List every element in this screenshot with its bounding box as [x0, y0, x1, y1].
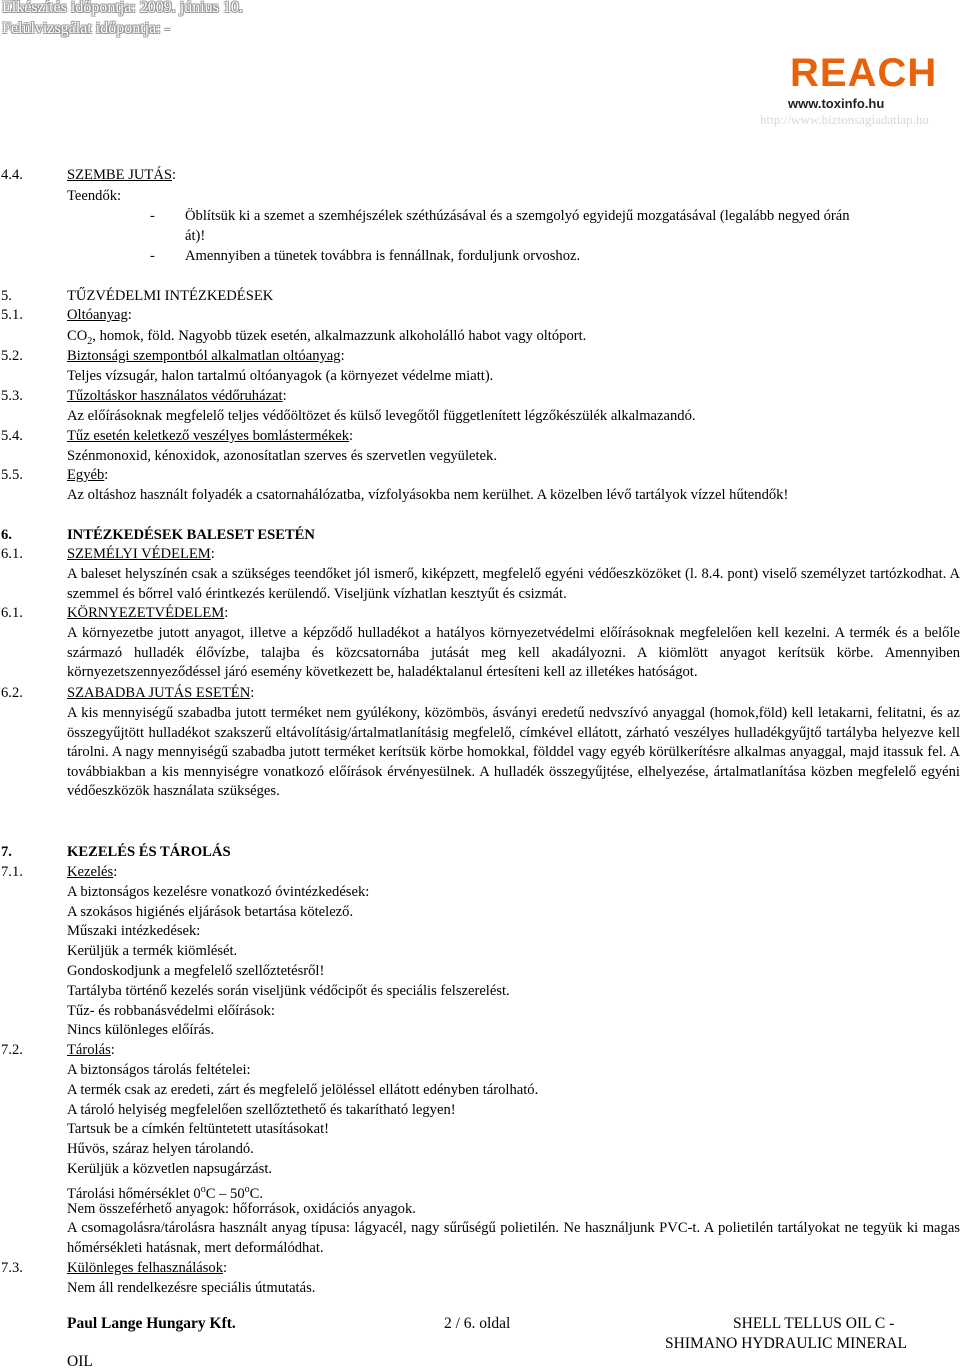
text-line: Tartályba történő kezelés során viseljünk védőcipőt és speciális felszerelést. [67, 983, 510, 999]
text-line: Tartsuk be a címkén feltüntetett utasításokat! [67, 1121, 329, 1137]
paragraph: A kis mennyiségű szabadba jutott terméket nem gyúlékony, közömbös, ásványi eredetű nedvszívó anyaggal (homok,föld) kell letakarni, felitatni, és az összegyűjtött hulladékot szakszerű eltávolításig/ártalmatlanításig megfelelő, címkével ellátott, zárható veszélyes hulladékgyűjtő tartályba helyezve kell tárolni. A nagy mennyiségű szabadba jutott terméket kerítsük körbe homokkal, földdel vagy egyéb körülkerítésre alkalmas anyaggal, majd itassuk fel. A továbbiakban a kis mennyiségre vonatkozó előírások érvényesülnek. A hulladék összegyűjtése, elhelyezése, ártalmatlanítása közben megfelelő egyéni védőeszközök használata szükséges. [67, 705, 960, 799]
section-number: 7.2. [1, 1042, 23, 1058]
subsection-title: Kezelés: [67, 864, 118, 880]
section-number: 5.5. [1, 467, 23, 483]
list-dash: - [150, 208, 155, 224]
text-line: A biztonságos tárolás feltételei: [67, 1062, 251, 1078]
text-line: A szokásos higiénés eljárások betartása kötelező. [67, 904, 354, 920]
subsection-title: KÖRNYEZETVÉDELEM: [67, 605, 229, 621]
footer-product: OIL [67, 1353, 93, 1370]
text-line: Műszaki intézkedések: [67, 923, 201, 939]
subsection-title: Oltóanyag: [67, 307, 132, 323]
section-number: 7.3. [1, 1260, 23, 1276]
section-heading: INTÉZKEDÉSEK BALESET ESETÉN [67, 527, 315, 543]
list-item-continuation: át)! [185, 228, 206, 244]
text-line: Nincs különleges előírás. [67, 1022, 215, 1038]
text-line: Kerüljük a közvetlen napsugárzást. [67, 1161, 273, 1177]
paragraph: Teljes vízsugár, halon tartalmú oltóanyagok (a környezet védelme miatt). [67, 368, 494, 384]
footer-product: SHELL TELLUS OIL C - [733, 1315, 895, 1332]
text-line: A biztonságos kezelésre vonatkozó óvintézkedések: [67, 884, 370, 900]
footer-product: SHIMANO HYDRAULIC MINERAL [665, 1335, 907, 1352]
list-dash: - [150, 248, 155, 264]
section-number: 6. [1, 527, 12, 543]
paragraph: Az előírásoknak megfelelő teljes védőöltözet és külső levegőtől függetlenített légzőkészülék alkalmazandó. [67, 408, 696, 424]
logo-site-text: www.toxinfo.hu [788, 96, 885, 111]
text-line: A tároló helyiség megfelelően szellőztethető és takarítható legyen! [67, 1102, 456, 1118]
revision-date: Felülvizsgálat időpontja: - [2, 20, 170, 37]
paragraph: Az oltáshoz használt folyadék a csatornahálózatba, vízfolyásokba nem kerülhet. A közelben lévő tartályok vízzel hűtendők! [67, 487, 789, 503]
list-item: Amennyiben a tünetek továbbra is fennállnak, forduljunk orvoshoz. [185, 248, 581, 264]
text-line: A termék csak az eredeti, zárt és megfelelő jelöléssel ellátott edényben tárolható. [67, 1082, 539, 1098]
header-url: http://www.biztonsagiadatlap.hu [760, 112, 929, 127]
storage-temperature: Tárolási hőmérséklet 0$^o$C – 50$^o$C. [67, 1184, 264, 1202]
section-number: 5.4. [1, 428, 23, 444]
paragraph: A baleset helyszínén csak a szükséges teendőket jól ismerő, kiképzett, megfelelő egyéni védőeszközöket (l. 8.4. pont) viselő személyzet tartózkodhat. A szemmel és bőrrel való érintkezés kerülendő. Viseljünk vízhatlan kesztyűt és csizmát. [67, 566, 960, 602]
section-heading: TŰZVÉDELMI INTÉZKEDÉSEK [67, 288, 274, 304]
subsection-title: Biztonsági szempontból alkalmatlan oltóanyag: [67, 348, 345, 364]
text-line: Hűvös, száraz helyen tárolandó. [67, 1141, 254, 1157]
paragraph: $CO_2$, homok, föld. Nagyobb tüzek esetén, alkalmazzunk alkoholálló habot vagy oltóport. [67, 328, 587, 347]
creation-date: Elkészítés időpontja: 2009. június 10. [2, 0, 243, 16]
footer-page-number: 2 / 6. oldal [444, 1315, 511, 1332]
section-number: 5.1. [1, 307, 23, 323]
subsection-title: Tárolás: [67, 1042, 115, 1058]
paragraph: Szénmonoxid, kénoxidok, azonosítatlan szerves és szervetlen vegyületek. [67, 448, 497, 464]
section-heading: KEZELÉS ÉS TÁROLÁS [67, 844, 231, 860]
reach-logo: REACH [790, 51, 938, 95]
section-number: 6.1. [1, 546, 23, 562]
section-number: 5.2. [1, 348, 23, 364]
subsection-title: Egyéb: [67, 467, 109, 483]
section-title: SZEMBE JUTÁS: [67, 167, 177, 183]
text-line: Nem áll rendelkezésre speciális útmutatás. [67, 1280, 316, 1296]
section-number: 6.1. [1, 605, 23, 621]
text-line: Gondoskodjunk a megfelelő szellőztetésről! [67, 963, 325, 979]
list-item: Öblítsük ki a szemet a szemhéjszélek széthúzásával és a szemgolyó egyidejű mozgatásával (legalább negyed órán [185, 208, 850, 224]
subsection-title: SZEMÉLYI VÉDELEM: [67, 546, 215, 562]
section-number: 7.1. [1, 864, 23, 880]
footer-company: Paul Lange Hungary Kft. [67, 1315, 236, 1332]
section-number: 4.4. [1, 167, 23, 183]
section-number: 5. [1, 288, 12, 304]
subtitle: Teendők: [67, 188, 122, 204]
text-line: Nem összeférhető anyagok: hőforrások, oxidációs anyagok. [67, 1201, 416, 1217]
paragraph: A környezetbe jutott anyagot, illetve a képződő hulladékot a hatályos környezetvédelmi előírásoknak megfelelően kell kezelni. A termék és a belőle származó hulladék élővízbe, talajba és közcsatornába jutását meg kell akadályozni. A kiömlött anyagot kerítsük körbe. Amennyiben környezetszennyeződéssel járó esemény következett be, haladéktalanul értesíteni kell az illetékes hatóságot. [67, 625, 960, 680]
subsection-title: Tűzoltáskor használatos védőruházat: [67, 388, 287, 404]
subsection-title: Különleges felhasználások: [67, 1260, 228, 1276]
text-line: Tűz- és robbanásvédelmi előírások: [67, 1003, 275, 1019]
paragraph: A csomagolásra/tárolásra használt anyag típusa: lágyacél, nagy sűrűségű polietilén. Ne használjunk PVC-t. A polietilén tartályokat ne tegyük ki magas hőmérsékleti hatásnak, mert deformálódhat. [67, 1220, 960, 1256]
subsection-title: Tűz esetén keletkező veszélyes bomlástermékek: [67, 428, 354, 444]
section-number: 7. [1, 844, 12, 860]
section-number: 5.3. [1, 388, 23, 404]
section-number: 6.2. [1, 685, 23, 701]
subsection-title: SZABADBA JUTÁS ESETÉN: [67, 685, 255, 701]
text-line: Kerüljük a termék kiömlését. [67, 943, 238, 959]
